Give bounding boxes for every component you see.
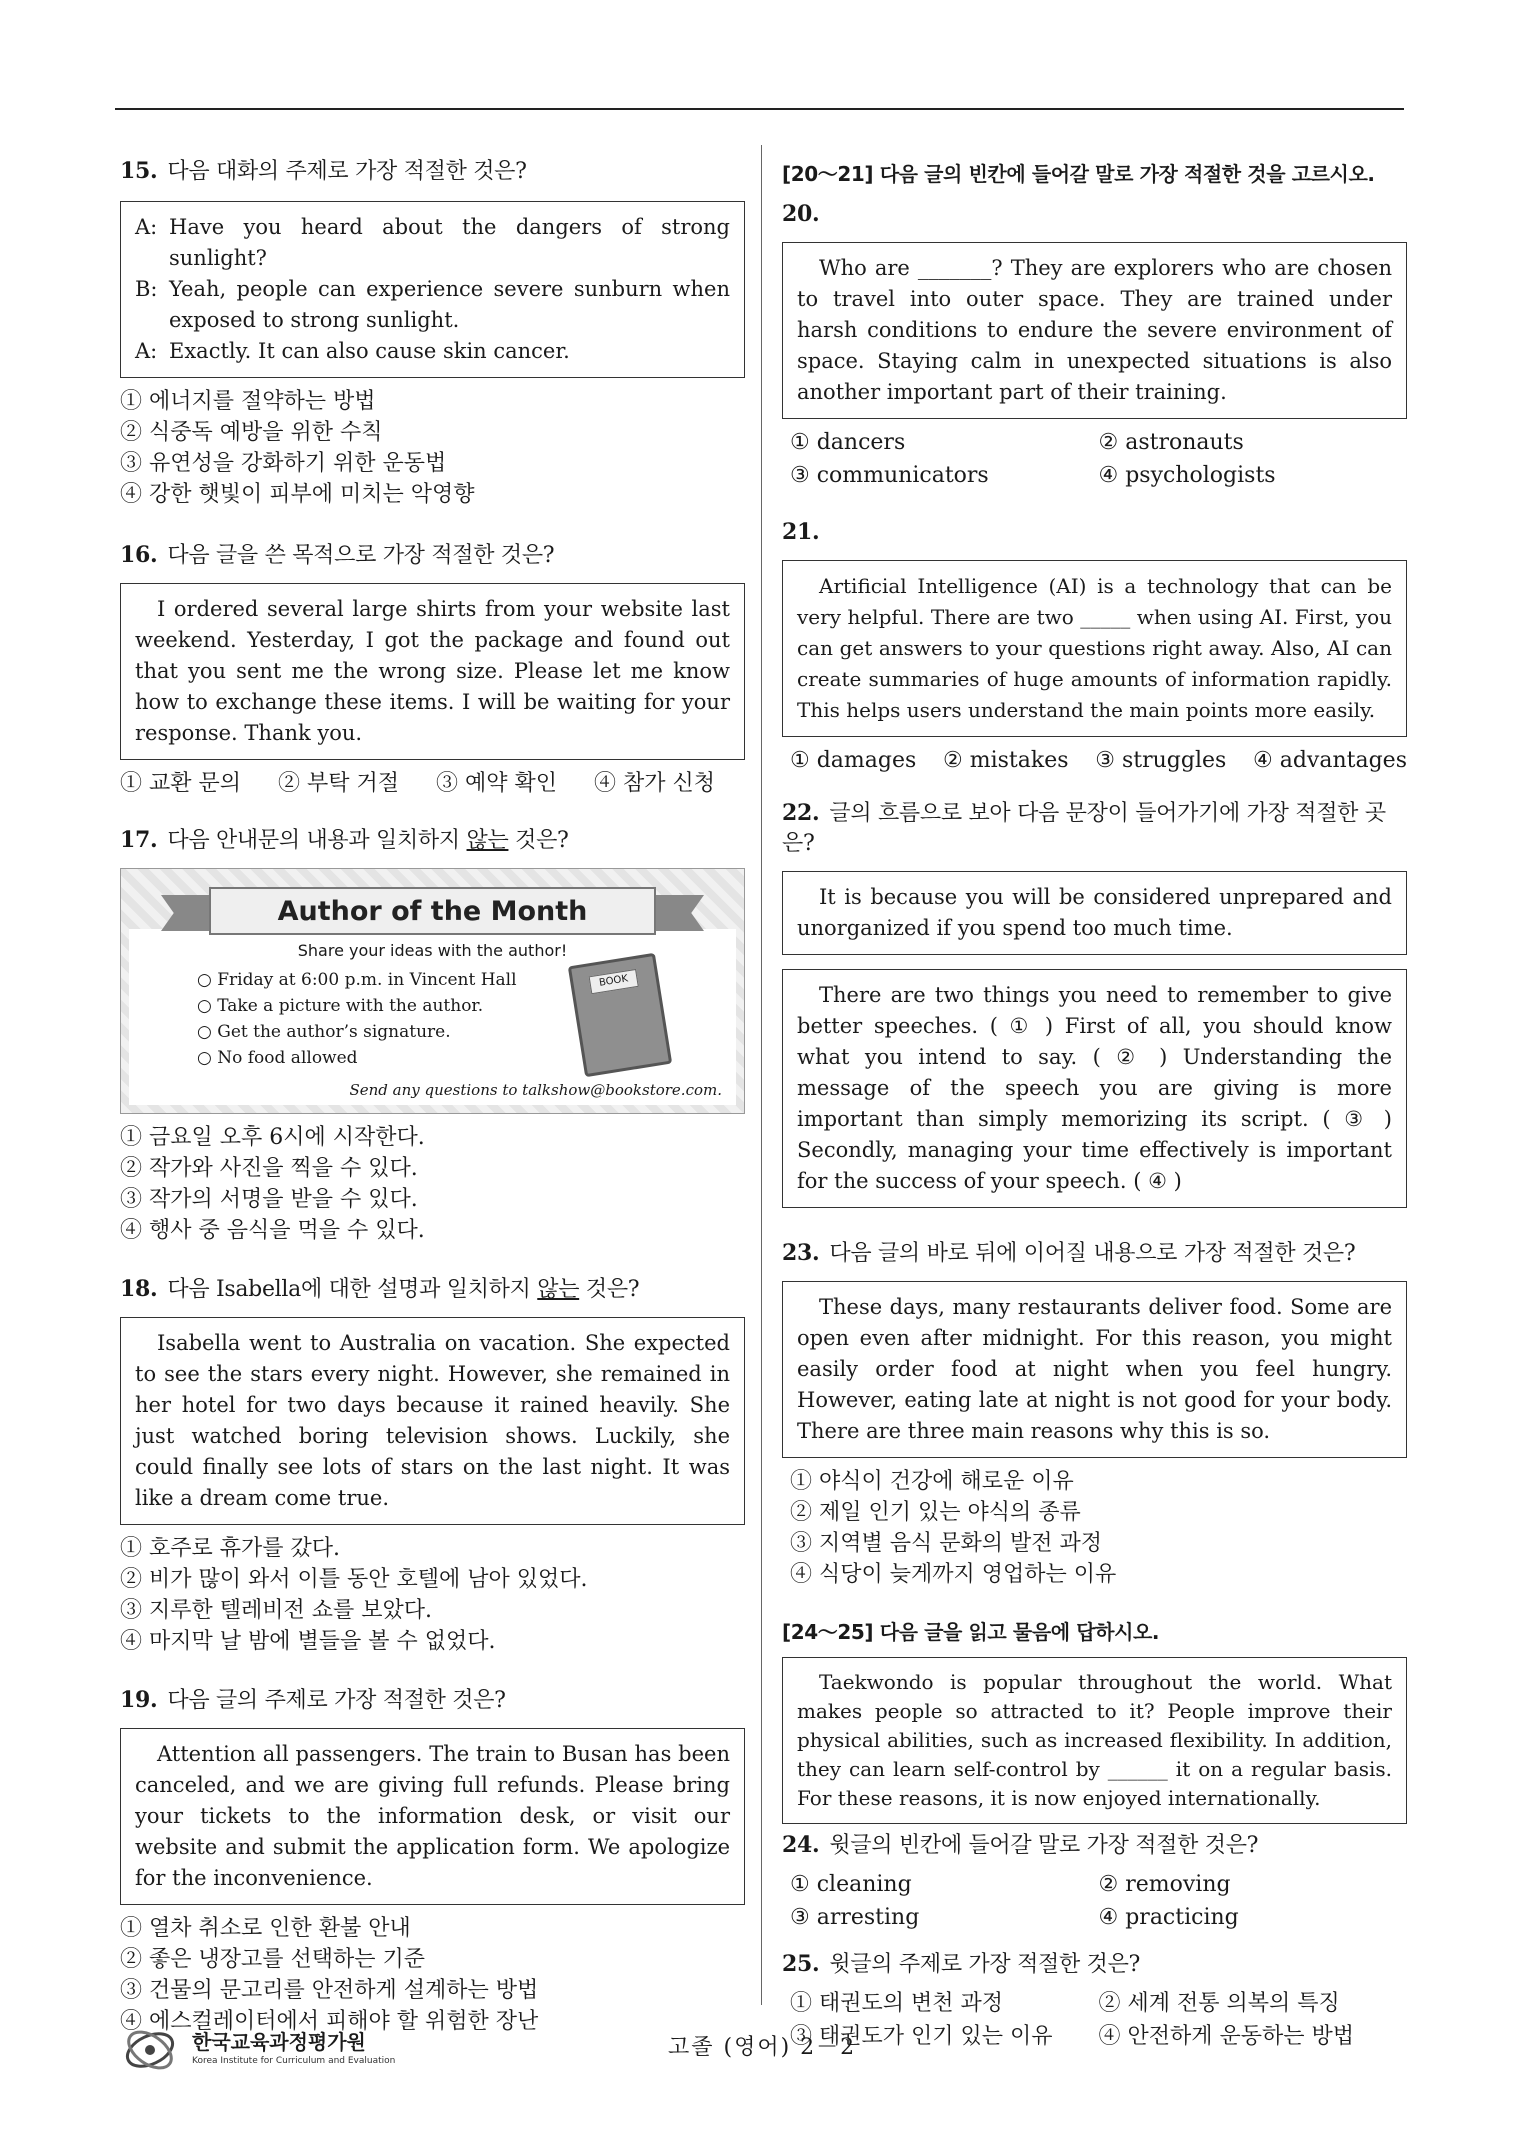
answer-options (120, 386, 745, 510)
right-column (782, 150, 1407, 2052)
question-19-prompt: 19. 다음 글의 주제로 가장 적절한 것은? (120, 1687, 506, 1713)
option-1[interactable]: ① 교환 문의 (120, 771, 241, 796)
option-2[interactable]: ② 작가와 사진을 찍을 수 있다. (120, 1156, 418, 1181)
question-17-prompt: 17. 다음 안내문의 내용과 일치하지 않는 것은? (120, 827, 569, 853)
passage-box: I ordered several large shirts from your website last weekend. Yesterday, I got the package and found out that you sent me the wrong size. Please let me know how to exchange these items. I will be waiting for your response. Thank you. (120, 583, 745, 760)
option-3[interactable]: ③ 건물의 문고리를 안전하게 설계하는 방법 (120, 1978, 539, 2003)
question-16-prompt: 16. 다음 글을 쓴 목적으로 가장 적절한 것은? (120, 542, 555, 568)
option-1[interactable]: ① 야식이 건강에 해로운 이유 (790, 1469, 1074, 1494)
option-1[interactable]: ① 호주로 휴가를 갔다. (120, 1536, 340, 1561)
answer-options (782, 427, 1407, 491)
question-17 (120, 825, 745, 1246)
option-4[interactable]: ④ 안전하게 운동하는 방법 (1098, 2024, 1355, 2049)
notice-item: ○ Take a picture with the author. (197, 993, 517, 1019)
notice-item: ○ No food allowed (197, 1045, 517, 1071)
option-4[interactable]: ④ advantages (1253, 748, 1407, 773)
passage-box: Taekwondo is popular throughout the world. What makes people so attracted to it? People improve their physical abilities, such as increased flexibility. In addition, they can learn self-control by ______ it on a regular basis. For these reasons, it is now enjoyed internationally. (782, 1657, 1407, 1824)
kice-logo-icon (120, 2020, 190, 2080)
notice-title: Author of the Month (209, 887, 656, 935)
option-4[interactable]: ④ 에스컬레이터에서 피해야 할 위험한 장난 (120, 2009, 539, 2034)
given-sentence-box: It is because you will be considered unprepared and unorganized if you spend too much time. (782, 871, 1407, 955)
option-1[interactable]: ① 열차 취소로 인한 환불 안내 (120, 1916, 411, 1941)
question-19 (120, 1685, 745, 2037)
question-23-prompt: 23. 다음 글의 바로 뒤에 이어질 내용으로 가장 적절한 것은? (782, 1240, 1356, 1266)
option-2[interactable]: ② 부탁 거절 (278, 771, 399, 796)
passage-box: Isabella went to Australia on vacation. She expected to see the stars every night. However, she remained in her hotel for two days because it rained heavily. She just watched boring television shows. Luckily, she could finally see lots of stars on the last night. It was like a dream come true. (120, 1317, 745, 1525)
question-21-number: 21. (782, 519, 820, 545)
option-2[interactable]: ② 제일 인기 있는 야식의 종류 (790, 1500, 1081, 1525)
answer-options (782, 1869, 1407, 1933)
notice-subtitle: Share your ideas with the author! (297, 941, 568, 960)
option-4[interactable]: ④ 강한 햇빛이 피부에 미치는 악영향 (120, 482, 475, 507)
question-23 (782, 1238, 1407, 1590)
option-4[interactable]: ④ 식당이 늦게까지 영업하는 이유 (790, 1562, 1117, 1587)
answer-options (782, 745, 1407, 776)
question-15 (120, 156, 745, 510)
option-4[interactable]: ④ psychologists (1098, 463, 1276, 488)
answer-options (120, 1913, 745, 2037)
notice-footer: Send any questions to talkshow@bookstore.com. (349, 1081, 722, 1099)
question-20 (782, 199, 1407, 491)
answer-options (120, 768, 745, 799)
page-footer (120, 2020, 1400, 2080)
option-3[interactable]: ③ 지역별 음식 문화의 발전 과정 (790, 1531, 1102, 1556)
option-1[interactable]: ① 금요일 오후 6시에 시작한다. (120, 1125, 425, 1150)
option-2[interactable]: ② 비가 많이 와서 이틀 동안 호텔에 남아 있었다. (120, 1567, 588, 1592)
option-2[interactable]: ② mistakes (943, 748, 1069, 773)
option-2[interactable]: ② 식중독 예방을 위한 수칙 (120, 420, 383, 445)
section-header-24-25: [24～25] 다음 글을 읽고 물음에 답하시오. (782, 1620, 1160, 1644)
passage-box: Artificial Intelligence (AI) is a technology that can be very helpful. There are two _____ when using AI. First, you can get answers to your questions right away. Also, AI can create summaries of huge amounts of information rapidly. This helps users understand the main points more easily. (782, 560, 1407, 737)
option-3[interactable]: ③ struggles (1095, 748, 1227, 773)
dialogue-line: A: Exactly. It can also cause skin cancer. (135, 339, 570, 363)
question-20-number: 20. (782, 201, 820, 227)
passage-box: These days, many restaurants deliver food. Some are open even after midnight. For this reason, you might easily order food at night when you feel hungry. However, eating late at night is not good for your body. There are three main reasons why this is so. (782, 1281, 1407, 1458)
option-4[interactable]: ④ 마지막 날 밤에 별들을 볼 수 없었다. (120, 1629, 496, 1654)
question-21 (782, 517, 1407, 776)
question-16 (120, 540, 745, 799)
question-22 (782, 798, 1407, 1208)
question-24 (782, 1830, 1407, 1933)
answer-options (782, 1466, 1407, 1590)
page-number: 고졸 (영어) 2－2 (668, 2035, 857, 2060)
option-3[interactable]: ③ arresting (790, 1905, 920, 1930)
option-4[interactable]: ④ 참가 신청 (594, 771, 715, 796)
option-4[interactable]: ④ 행사 중 음식을 먹을 수 있다. (120, 1218, 425, 1243)
notice-item: ○ Friday at 6:00 p.m. in Vincent Hall (197, 967, 517, 993)
notice-list (197, 967, 517, 1071)
option-3[interactable]: ③ 유연성을 강화하기 위한 운동법 (120, 451, 447, 476)
option-2[interactable]: ② 좋은 냉장고를 선택하는 기준 (120, 1947, 425, 1972)
column-divider (761, 145, 762, 2005)
question-22-prompt: 22. 글의 흐름으로 보아 다음 문장이 들어가기에 가장 적절한 곳은? (782, 800, 1386, 856)
event-notice (120, 868, 745, 1114)
org-name: 한국교육과정평가원 (192, 2030, 366, 2054)
option-2[interactable]: ② removing (1098, 1872, 1231, 1897)
left-column (120, 150, 745, 2037)
answer-options (120, 1533, 745, 1657)
option-1[interactable]: ① 에너지를 절약하는 방법 (120, 389, 376, 414)
option-3[interactable]: ③ 지루한 텔레비전 쇼를 보았다. (120, 1598, 432, 1623)
option-3[interactable]: ③ communicators (790, 463, 989, 488)
option-2[interactable]: ② astronauts (1098, 430, 1244, 455)
option-1[interactable]: ① cleaning (790, 1872, 912, 1897)
option-2[interactable]: ② 세계 전통 의복의 특징 (1098, 1991, 1340, 2016)
option-3[interactable]: ③ 작가의 서명을 받을 수 있다. (120, 1187, 418, 1212)
option-1[interactable]: ① damages (790, 748, 917, 773)
question-18 (120, 1274, 745, 1657)
notice-item: ○ Get the author’s signature. (197, 1019, 517, 1045)
org-subtitle: Korea Institute for Curriculum and Evaluation (192, 2056, 396, 2066)
option-3[interactable]: ③ 태권도가 인기 있는 이유 (790, 2024, 1053, 2049)
dialogue-box (120, 201, 745, 378)
option-1[interactable]: ① 태권도의 변천 과정 (790, 1991, 1003, 2016)
answer-options (120, 1122, 745, 1246)
question-25-prompt: 25. 윗글의 주제로 가장 적절한 것은? (782, 1951, 1141, 1977)
option-3[interactable]: ③ 예약 확인 (436, 771, 557, 796)
option-1[interactable]: ① dancers (790, 430, 906, 455)
question-15-prompt: 15. 다음 대화의 주제로 가장 적절한 것은? (120, 158, 527, 184)
book-label: BOOK (589, 969, 639, 994)
section-header-20-21: [20～21] 다음 글의 빈칸에 들어갈 말로 가장 적절한 것을 고르시오. (782, 162, 1375, 186)
passage-box: Attention all passengers. The train to Busan has been canceled, and we are giving full refunds. Please bring your tickets to the information desk, or visit our website and submit the application form. We apologize for the inconvenience. (120, 1728, 745, 1905)
dialogue-line: B: Yeah, people can experience severe sunburn when exposed to strong sunlight. (135, 277, 730, 332)
top-rule (115, 108, 1404, 110)
passage-box: There are two things you need to remember to give better speeches. ( ① ) First of all, you should know what you intend to say. ( ② ) Understanding the message of the speech you are giving is more important than simply memorizing its script. ( ③ ) Secondly, managing your time effectively is important for the success of your speech. ( ④ ) (782, 969, 1407, 1208)
option-4[interactable]: ④ practicing (1098, 1905, 1239, 1930)
book-icon (568, 953, 672, 1077)
passage-box: Who are _______? They are explorers who are chosen to travel into outer space. They are trained under harsh conditions to endure the severe environment of space. Staying calm in unexpected situations is also another important part of their training. (782, 242, 1407, 419)
question-18-prompt: 18. 다음 Isabella에 대한 설명과 일치하지 않는 것은? (120, 1276, 640, 1302)
question-24-prompt: 24. 윗글의 빈칸에 들어갈 말로 가장 적절한 것은? (782, 1832, 1259, 1858)
dialogue-line: A: Have you heard about the dangers of strong sunlight? (135, 215, 730, 270)
